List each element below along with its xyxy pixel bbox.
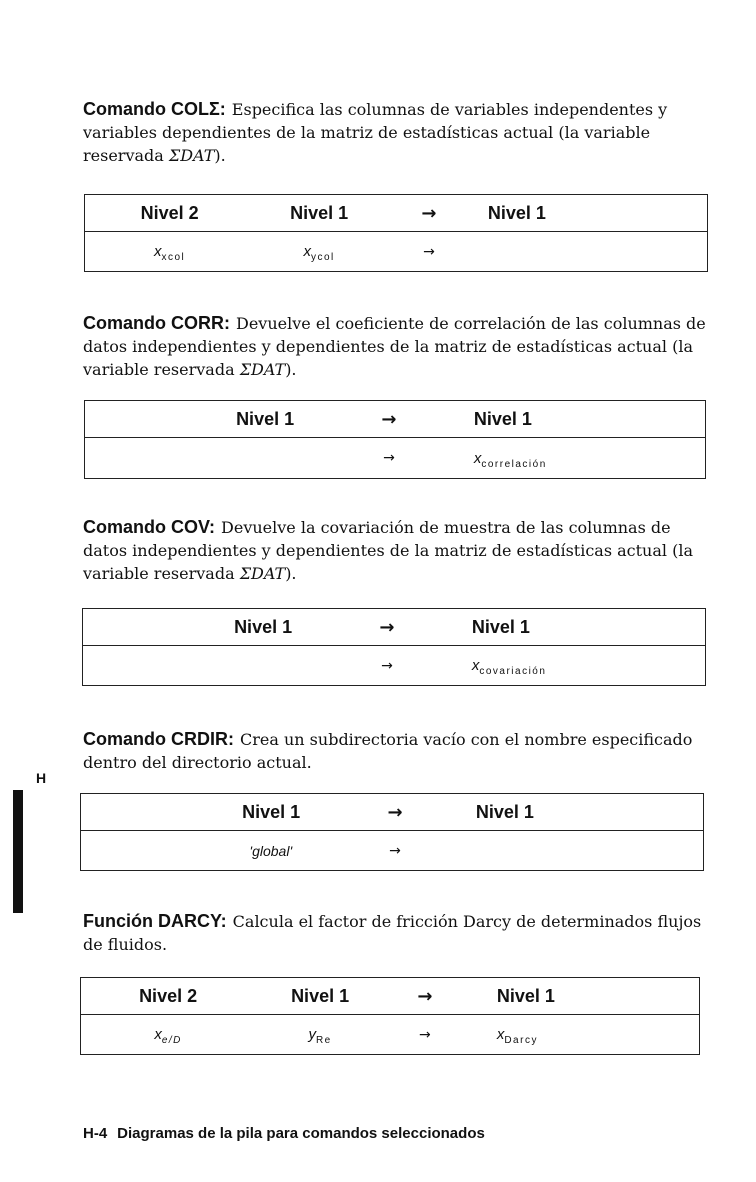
arrow-icon: → [384,195,474,232]
level-header: Nivel 1 [85,401,325,438]
arrow-icon: → [330,794,460,831]
section-crdir [83,728,713,774]
section-darcy [83,910,713,956]
stack-diagram-corr [84,400,706,479]
stack-value: $x_{ycol}$ [303,243,335,263]
cov-description: Comando COV: Devuelve la covariación de muestra de las columnas de datos independientes y dependientes de la matriz de estadísticas actual (la variable reservada ΣDAT). [83,517,693,583]
level-header: Nivel 1 [465,978,700,1015]
stack-header-row [81,978,700,1015]
corr-description: Comando CORR: Devuelve el coeficiente de correlación de las columnas de datos independientes y dependientes de la matriz de estadísticas actual (la variable reservada ΣDAT). [83,313,706,379]
darcy-description: Función DARCY: Calcula el factor de fricción Darcy de determinados flujos de fluidos. [83,911,702,954]
section-corr [83,312,713,381]
level-header: Nivel 1 [474,195,708,232]
stack-value-row [81,1015,700,1055]
stack-header-row [85,401,706,438]
stack-header-row [85,195,708,232]
stack-diagram-cov [82,608,706,686]
stack-value [85,438,325,479]
stack-value: $x_{xcol}$ [153,243,186,263]
stack-diagram-col-sigma [84,194,708,272]
level-header: Nivel 2 [81,978,256,1015]
section-col-sigma [83,98,713,167]
level-header: Nivel 1 [452,609,706,646]
level-header: Nivel 1 [81,794,331,831]
level-header: Nivel 1 [255,978,385,1015]
arrow-icon: → [324,401,454,438]
stack-value [474,232,708,272]
arrow-icon: → [383,450,395,466]
level-header: Nivel 1 [454,401,706,438]
stack-value-row [83,646,706,686]
stack-value: $x_{Darcy}$ [496,1026,538,1046]
stack-value-row [85,438,706,479]
stack-diagram-darcy [80,977,700,1055]
reserved-variable: ΣDAT [239,564,286,583]
arrow-icon: → [419,1026,431,1043]
crdir-description: Comando CRDIR: Crea un subdirectoria vacío con el nombre especificado dentro del directorio actual. [83,729,693,772]
stack-header-row [81,794,704,831]
stack-value: $x_{correlación}$ [473,449,547,470]
stack-header-row [83,609,706,646]
arrow-icon: → [385,978,465,1015]
stack-value [460,831,704,871]
stack-diagram-crdir [80,793,704,871]
arrow-icon: → [423,243,435,260]
stack-value [83,646,323,686]
arrow-icon: → [381,657,393,674]
level-header: Nivel 1 [83,609,323,646]
section-tab-bar [13,790,23,913]
page-number: H-4 [83,1125,108,1142]
command-title: Comando CORR: [83,313,230,333]
command-title: Comando COV: [83,517,216,537]
stack-value: $x_{e/D}$ [154,1026,182,1046]
stack-value: $x_{covariación}$ [471,657,547,677]
command-title: Comando COLΣ: [83,99,226,119]
page-footer [83,1125,485,1142]
command-title: Comando CRDIR: [83,729,234,749]
arrow-icon: → [389,842,401,859]
stack-value-row [85,232,708,272]
footer-title: Diagramas de la pila para comandos seleccionados [117,1125,485,1142]
section-tab-letter: H [36,770,47,786]
stack-value: 'global' [249,842,293,859]
command-title: Función DARCY: [83,911,227,931]
col-sigma-description: Comando COLΣ: Especifica las columnas de variables independentes y variables dependientes de la matriz de estadísticas actual (la variable reservada ΣDAT). [83,99,668,165]
level-header: Nivel 2 [85,195,255,232]
section-cov [83,516,713,585]
reserved-variable: ΣDAT [168,146,215,165]
stack-value: $y_{Re}$ [308,1026,332,1046]
arrow-icon: → [322,609,452,646]
level-header: Nivel 1 [460,794,704,831]
reserved-variable: ΣDAT [239,360,286,379]
level-header: Nivel 1 [254,195,384,232]
stack-value-row [81,831,704,871]
